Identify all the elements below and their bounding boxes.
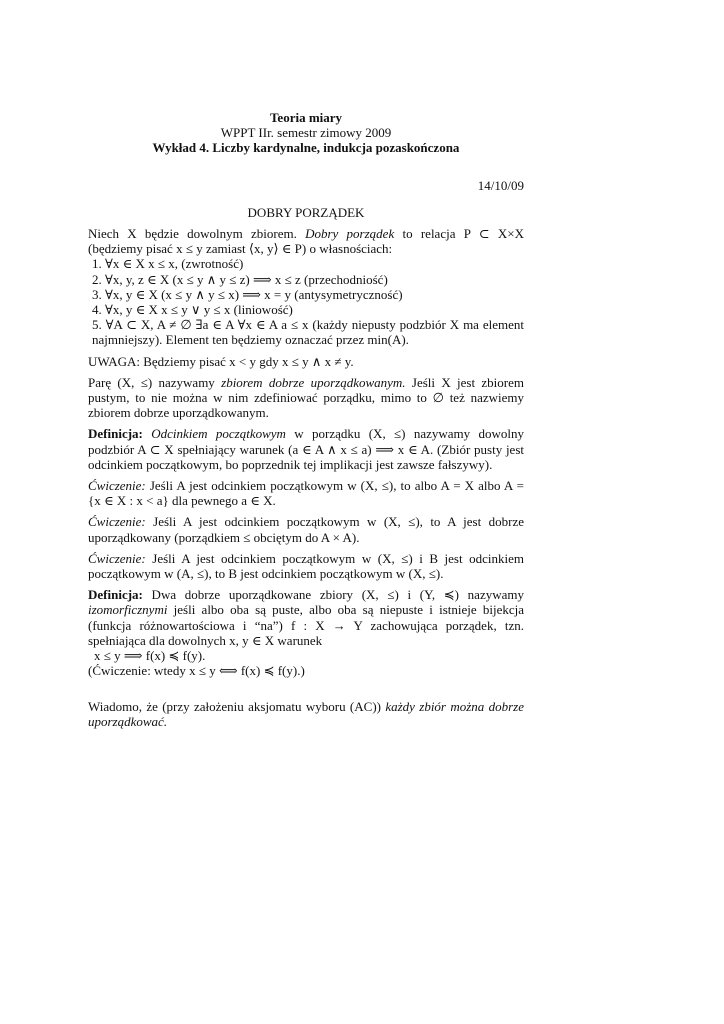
lecture-title: Wykład 4. Liczby kardynalne, indukcja pozaskończona (152, 140, 460, 156)
property-item: 5. ∀A ⊂ X, A ≠ ∅ ∃a ∈ A ∀x ∈ A a ≤ x (każdy niepusty podzbiór X ma element najmniejszy). Element ten będziemy oznaczać przez min(A). (92, 317, 524, 348)
document-page (88, 110, 524, 735)
exercise-1: Ćwiczenie: Jeśli A jest odcinkiem początkowym w (X, ≤), to albo A = X albo A = {x ∈ X : x < a} dla pewnego a ∈ X. (88, 478, 524, 509)
section-title: DOBRY PORZĄDEK (247, 204, 365, 220)
definition-initial-segment: Definicja: Odcinkiem początkowym w porządku (X, ≤) nazywamy dowolny podzbiór A ⊂ X spełniający warunek (a ∈ A ∧ x ≤ a) ⟹ x ∈ A. (Zbiór pusty jest odcinkiem początkowym, bo poprzednik tej implikacji jest zawsze fałszywy). (88, 426, 525, 472)
exercise-label: Ćwiczenie: (88, 514, 146, 530)
intro-paragraph: Niech X będzie dowolnym zbiorem. Dobry porządek to relacja P ⊂ X×X (będziemy pisać x ≤ y zamiast ⟨x, y⟩ ∈ P) o własnościach: (88, 226, 524, 257)
property-item: 2. ∀x, y, z ∈ X (x ≤ y ∧ y ≤ z) ⟹ x ≤ z (przechodniość) (92, 271, 388, 287)
term-izomorficzne: izomorficznymi (88, 602, 168, 618)
course-title: Teoria miary (269, 110, 343, 125)
definition-label: Definicja: (88, 587, 143, 603)
term-dobry-porzadek: Dobry porządek (305, 226, 395, 242)
definition-isomorphism: Definicja: Dwa dobrze uporządkowane zbiory (X, ≤) i (Y, ≼) nazywamy izomorficznymi jeśli albo oba są puste, albo oba są niepuste i istnieje bijekcja (funkcja różnowartościowa i “na”) f : X → Y zachowująca porządek, tzn. spełniająca dla dowolnych x, y ∈ X warunek (88, 587, 524, 648)
term-dobre-uporzadkowanie: każdy zbiór można dobrze uporządkować. (88, 698, 525, 729)
property-item: 3. ∀x, y ∈ X (x ≤ y ∧ y ≤ x) ⟹ x = y (antysymetryczność) (92, 286, 403, 302)
properties-list (92, 256, 524, 347)
document-header (88, 110, 524, 156)
isomorphism-exercise: (Ćwiczenie: wtedy x ≤ y ⟺ f(x) ≼ f(y).) (88, 663, 305, 679)
lecture-date: 14/10/09 (477, 177, 524, 193)
term-odcinek-poczatkowy: Odcinkiem początkowym (151, 426, 286, 442)
closing-paragraph: Wiadomo, że (przy założeniu aksjomatu wyboru (AC)) każdy zbiór można dobrze uporządkować. (88, 698, 525, 729)
property-item: 1. ∀x ∈ X x ≤ x, (zwrotność) (92, 256, 244, 272)
exercise-label: Ćwiczenie: (88, 478, 146, 494)
isomorphism-formula: x ≤ y ⟹ f(x) ≼ f(y). (94, 648, 206, 664)
exercise-2: Ćwiczenie: Jeśli A jest odcinkiem początkowym w (X, ≤), to A jest dobrze uporządkowany (porządkiem ≤ obciętym do A × A). (88, 514, 524, 545)
definition-label: Definicja: (88, 426, 143, 442)
course-subtitle: WPPT IIr. semestr zimowy 2009 (220, 125, 392, 141)
exercise-3: Ćwiczenie: Jeśli A jest odcinkiem początkowym w (X, ≤) i B jest odcinkiem początkowym w (A, ≤), to B jest odcinkiem początkowym w (X, ≤). (88, 550, 524, 582)
property-item: 4. ∀x, y ∈ X x ≤ y ∨ y ≤ x (liniowość) (92, 302, 293, 318)
term-zbior-dobrze-uporzadkowany: zbiorem dobrze uporządkowanym. (221, 374, 406, 390)
pair-paragraph: Parę (X, ≤) nazywamy zbiorem dobrze uporządkowanym. Jeśli X jest zbiorem pustym, to nie można w nim zdefiniować porządku, mimo to ∅ też nazwiemy zbiorem dobrze uporządkowanym. (88, 374, 525, 421)
exercise-label: Ćwiczenie: (88, 550, 146, 566)
uwaga-note: UWAGA: Będziemy pisać x < y gdy x ≤ y ∧ x ≠ y. (88, 353, 354, 369)
